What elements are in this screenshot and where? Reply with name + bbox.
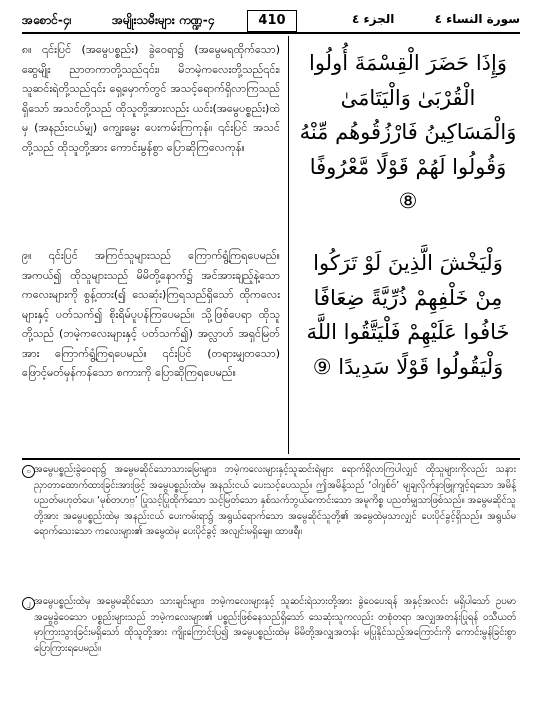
footnote-1: အမွေပစ္စည်းခွဲဝေရာ၌ အမွေမဆိုင်သောသားမြေးများ၊ ဘမဲ့ကလေးများနှင့်သူဆင်းရဲများ ရောက်ရှိလာကြပါလျှင် ထိုသူများကိုလည်း သနားညှာတာထောက်ထားခြင်းအားဖြင့် အမွေပစ္စည်းထဲမှ အနည်းငယ် ပေးသင့်ပေသည်။ ဤအမိန့်သည် ‘ဝါဂျစ်ဗ်’ မျချလိုက်နာဖြူကျင့်ရသော အမိန့်ပညတ်မဟုတ်ပေ၊ ‘မုစ်တဟဗ္’ ပြုသင့်ပြုထိုက်သော သင့်မြတ်သော နှစ်သက်ဘွယ်ကောင်းသော အမူကိစ္စ ပညတ်မျှသာဖြစ်သည်။ အမွေမဆိုင်သူတို့အား အမွေပစ္စည်းထဲမှ အနည်းငယ် ပေးကမ်းရာ၌ အရွယ်ရောက်သော အမွေဆိုင်သူတို့၏ အမွေထဲမှသာလျှင် ပေးပိုင်ခွင့်ရှိသည်။ အရွယ်မရောက်သေးသော ကလေးများ၏ အမွေထဲမှ ပေးပိုင်ခွင့် အလျင်းမရှိချေ။ ထာဖရီ။ (34, 464, 516, 537)
page-header (22, 10, 520, 34)
surah-reference: အစောင်-၄၊ (22, 13, 72, 27)
footnote-marker-1: ဝ (22, 465, 35, 478)
translation-verse-8: ၈။ ၎င်းပြင် (အမွေပစ္စည်း) ခွဲဝေရာ၌ (အမွေမရထိုက်သော) ဆွေမျိုး ညာတကာတို့သည်၎င်း၊ မိဘမဲ့ကလေးတို့သည်၎င်း၊ သူဆင်းရဲတို့သည်၎င်း ရှေ့မှောက်တွင် အသင့်ရောက်ရှိလာကြသည်ရှိသော် အသင်တို့သည် ထိုသူတို့အားလည်း ယင်း(အမွေပစ္စည်း)ထဲမှ (အနည်းငယ်မျှ) ကျွေးမွေး ပေးကမ်းကြကုန်။ ၎င်းပြင် အသင်တို့သည် ထိုသူတို့အား ကောင်းမွန်စွာ ပြောဆိုကြလေကုန်။ (22, 43, 280, 154)
footnote-marker-2: ၂ (22, 597, 35, 610)
translation-verse-9: ၉။ ၎င်းပြင် အကြင်သူများသည် ကြောက်ရွံ့ကြရပေမည်။ အကယ်၍ ထိုသူများသည် မိမိတို့နောက်၌ အင်အားချည့်နဲ့သော ကလေးများကို စွန့်ထား(၍ သေဆုံး)ကြရသည်ရှိသော် ထိုကလေးများနှင့် ပတ်သက်၍ စိုးရိမ်ပူပန်ကြပေမည်။ သို့ဖြစ်ပေရာ ထိုသူတို့သည် (ဘမဲ့ကလေးများနှင့် ပတ်သက်၍) အလ္လာဟ် အရှင်မြတ်အား ကြောက်ရွံ့ကြရပေမည်။ ၎င်းပြင် (တရားမျှတသော) ဖြောင့်မတ်မှန်ကန်သော စကားကို ပြောဆိုကြရပေမည်။ (22, 249, 280, 379)
arabic-verse-8: وَإِذَا حَضَرَ الْقِسْمَةَ أُولُوا الْقُرْبَىٰ وَالْيَتَامَىٰ وَالْمَسَاكِينُ فَارْزُقُوهُم مِّنْهُ وَقُولُوا لَهُمْ قَوْلًا مَّعْرُوفًا ⑧ (299, 51, 517, 213)
surah-name-myanmar: အမျိုးသမီးများ ကဏ္ဍ-၄ (112, 13, 215, 27)
arabic-verse-9: وَلْيَخْشَ الَّذِينَ لَوْ تَرَكُوا مِنْ خَلْفِهِمْ ذُرِّيَّةً ضِعَافًا خَافُوا عَلَيْهِمْ فَلْيَتَّقُوا اللَّهَ وَلْيَقُولُوا قَوْلًا سَدِيدًا ⑨ (306, 251, 510, 379)
footnote-2: အမွေပစ္စည်းထဲမှ အမွေမဆိုင်သော သားချင်းများ၊ ဘမဲ့ကလေးများနှင့် သူဆင်းရဲသားတို့အား ခွဲဝေပေးရန် အနှင့်အလင်း မရှိပါသော် ဥပမာ အမွေခွဲဝေသော ပစ္စည်းများသည် ဘမဲ့ကလေးများ၏ ပစ္စည်းဖြစ်နေသည်ရှိသော် သေဆုံးသူကလည်း တစုံတရာ အလျှအတန်းပြုရန် ဝသီယတ် မှာကြားသွားခြင်းမရှိသော် ထိုသူတို့အား ကျိုးကြောင်းပြ၍ အမွေပစ္စည်းထဲမှ မိမိတို့အလျှအတန်း မပြုနိုင်သည့်အကြောင်းကို ကောင်းမွန်ခြင်းစွာ ပြောကြားရပေမည်။ (34, 596, 516, 654)
juz-label: الجزء ٤ (352, 12, 395, 26)
column-divider (288, 36, 289, 454)
footnote-divider (22, 458, 520, 460)
page-number: 410 (247, 10, 297, 32)
surah-name-arabic: سورة النساء ٤ (434, 12, 520, 26)
